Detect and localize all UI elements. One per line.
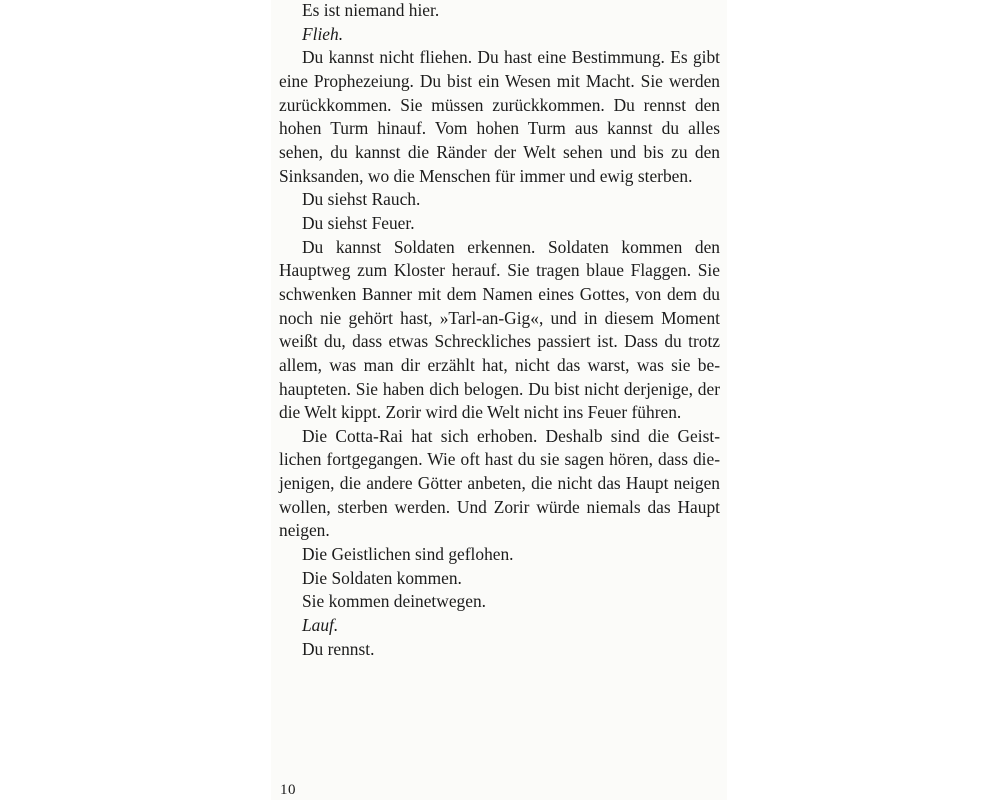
paragraph: Du rennst. [302, 638, 375, 659]
paragraph: Lauf. [302, 615, 339, 636]
body-text [279, 0, 720, 661]
paragraph: Du kannst nicht fliehen. Du hast eine Bestimmung. Es gibt eine Prophezeiung. Du bist ein Wesen mit Macht. Sie werden zurückkommen. Sie müssen zurückkommen. Du rennst den hohen Turm hinauf. Vom hohen Turm aus kannst du alles sehen, du kannst die Ränder der Welt sehen und bis zu den Sinksanden, wo die Menschen für immer und ewig sterben. [279, 47, 720, 186]
page-number: 10 [280, 782, 296, 798]
paragraph: Du siehst Feuer. [302, 212, 415, 233]
paragraph: Du siehst Rauch. [302, 189, 421, 210]
paragraph: Sie kommen deinetwegen. [302, 591, 487, 612]
paragraph: Die Soldaten kommen. [302, 567, 462, 588]
paragraph: Die Geistlichen sind geflohen. [302, 544, 514, 565]
paragraph: Es ist niemand hier. [302, 0, 440, 20]
paragraph: Du kannst Soldaten erkennen. Soldaten kommen den Hauptweg zum Kloster herauf. Sie tragen blaue Flaggen. Sie schwenken Banner mit dem Namen eines Gottes, von dem du noch nie gehört hast, »Tarl-an-Gig«, und in diesem Moment weißt du, dass etwas Schreckliches passiert ist. Dass du trotz allem, was man dir erzählt hat, nicht das warst, was sie behaupteten. Sie haben dich belogen. Du bist nicht derjenige, der die Welt kippt. Zorir wird die Welt nicht ins Feuer führen. [279, 236, 720, 423]
paragraph: Die Cotta-Rai hat sich erhoben. Deshalb sind die Geistlichen fortgegangen. Wie oft hast du sie sagen hören, dass diejenigen, die andere Götter anbeten, die nicht das Haupt neigen wollen, sterben werden. Und Zorir würde niemals das Haupt neigen. [279, 425, 720, 541]
paragraph: Flieh. [302, 23, 344, 44]
